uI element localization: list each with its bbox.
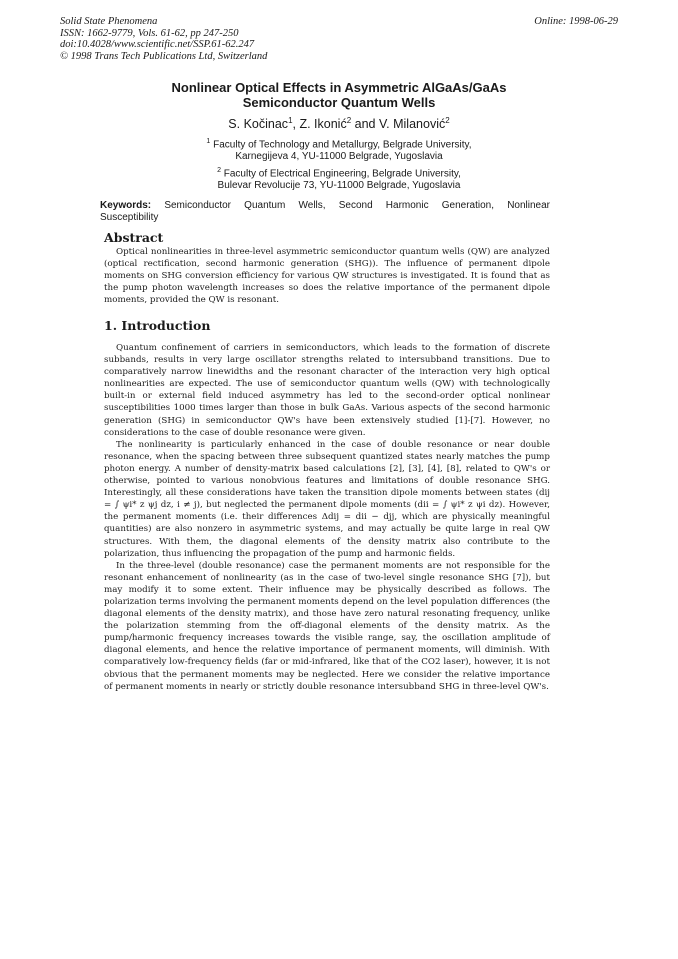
introduction-paragraph-2: The nonlinearity is particularly enhanced in the case of double resonance or near double resonance, when the spacing between three subsequent quantized states nearly matches the pump photon energy. A number of density-matrix based calculations [2], [3], [4], [8], related to QW's or otherwise, pointed to various nonobvious features and limitations of double resonance SHG. Interestingly, all these considerations have taken the transition dipole moments between states (dij = ∫ ψi* z ψj dz, i ≠ j), but neglected the permanent dipole moments (dii = ∫ ψi* z ψi dz). However, the permanent moments (i.e. their differences Δdij = dii − djj, which are physically meaningful quantities) are also nonzero in asymmetric systems, and may actually be quite large in real QW structures. With them, the diagonal elements of the density matrix also contribute to the polarization, thus influencing the propagation of the pump and harmonic fields. bbox=[104, 439, 550, 559]
introduction-heading: 1. Introduction bbox=[104, 318, 211, 333]
title-line-2: Semiconductor Quantum Wells bbox=[242, 95, 436, 110]
copyright-line: © 1998 Trans Tech Publications Ltd, Switzerland bbox=[60, 50, 268, 62]
online-date: Online: 1998-06-29 bbox=[534, 16, 618, 27]
author-3: V. Milanović bbox=[378, 117, 446, 132]
affiliation-2-line-2: Bulevar Revolucije 73, YU-11000 Belgrade, Yugoslavia bbox=[217, 180, 461, 192]
keywords-tail: Susceptibility bbox=[100, 212, 159, 223]
author-2-affil: 2 bbox=[346, 116, 352, 125]
abstract-paragraph: Optical nonlinearities in three-level asymmetric semiconductor quantum wells (QW) are analyzed (optical rectification, second harmonic generation (SHG)). The influence of permanent dipole moments on SHG conversion efficiency for various QW structures is investigated. It is found that as the pump photon wavelength increases so does the relative importance of the permanent dipole moments, provided the QW is resonant. bbox=[104, 247, 550, 306]
author-separator: and bbox=[351, 117, 379, 132]
author-1: S. Kočinac bbox=[228, 117, 289, 132]
author-separator: , bbox=[292, 117, 300, 132]
introduction-paragraph-1: Quantum confinement of carriers in semiconductors, which leads to the formation of discrete subbands, results in very large oscillator strengths related to intersubband transitions. Due to comparatively narrow linewidths and the resonant character of the interaction very high optical nonlinearities are expected. The use of semiconductor quantum wells (QW) with technologically built-in or external field induced asymmetry has led to the second-order optical nonlinear susceptibilities 1000 times larger than those in bulk GaAs. Various aspects of the second harmonic generation (SHG) in semiconductor QW's have been extensively studied [1]-[7]. However, no considerations to the case of double resonance were given. bbox=[104, 343, 550, 438]
affiliation-1-line-2: Karnegijeva 4, YU-11000 Belgrade, Yugoslavia bbox=[235, 151, 443, 163]
title-line-1: Nonlinear Optical Effects in Asymmetric AlGaAs/GaAs bbox=[171, 80, 507, 95]
abstract-body bbox=[104, 246, 550, 306]
affiliation-2-line-1: Faculty of Electrical Engineering, Belgrade University, bbox=[223, 168, 461, 180]
abstract-heading: Abstract bbox=[104, 230, 164, 245]
journal-name: Solid State Phenomena bbox=[60, 16, 158, 27]
keywords-text: Semiconductor Quantum Wells, Second Harmonic Generation, Nonlinear bbox=[164, 200, 551, 211]
affiliation-1-marker: 1 bbox=[206, 138, 211, 145]
doi-line: doi:10.4028/www.scientific.net/SSP.61-62.247 bbox=[60, 39, 255, 50]
keywords-line bbox=[100, 200, 550, 212]
keywords-label: Keywords: bbox=[100, 200, 152, 211]
introduction-body bbox=[104, 342, 550, 693]
author-2: Z. Ikonić bbox=[299, 117, 347, 132]
paper-title bbox=[60, 80, 618, 110]
introduction-paragraph-3: In the three-level (double resonance) case the permanent moments are not responsible for the resonant enhancement of nonlinearity (as in the case of two-level single resonance SHG [7]), but may modify it to some extent. Their influence may be physically described as follows. The polarization terms involving the permanent moments depend on the level population differences (the diagonal elements of the density matrix), and those have zero natural resonating frequency, unlike the polarization stemming from the off-diagonal elements of the density matrix. As the pump/harmonic frequency increases towards the visible range, say, the oscillation amplitude of diagonal elements, and hence the relative importance of permanent moments, will diminish. With comparatively low-frequency fields (far or mid-infrared, like that of the CO2 laser), however, it is not obvious that the permanent moments may be neglected. Here we consider the relative importance of permanent moments in nearly or strictly double resonance intersubband SHG in three-level QW's. bbox=[104, 560, 550, 692]
affiliation-1 bbox=[60, 136, 618, 163]
issn-line: ISSN: 1662-9779, Vols. 61-62, pp 247-250 bbox=[60, 27, 239, 39]
author-3-affil: 2 bbox=[445, 116, 450, 125]
affiliation-2-marker: 2 bbox=[217, 167, 221, 174]
affiliation-2 bbox=[60, 165, 618, 192]
affiliation-1-line-1: Faculty of Technology and Metallurgy, Belgrade University, bbox=[213, 139, 472, 151]
journal-header bbox=[60, 16, 618, 62]
author-1-affil: 1 bbox=[288, 116, 293, 125]
author-list bbox=[60, 116, 618, 131]
